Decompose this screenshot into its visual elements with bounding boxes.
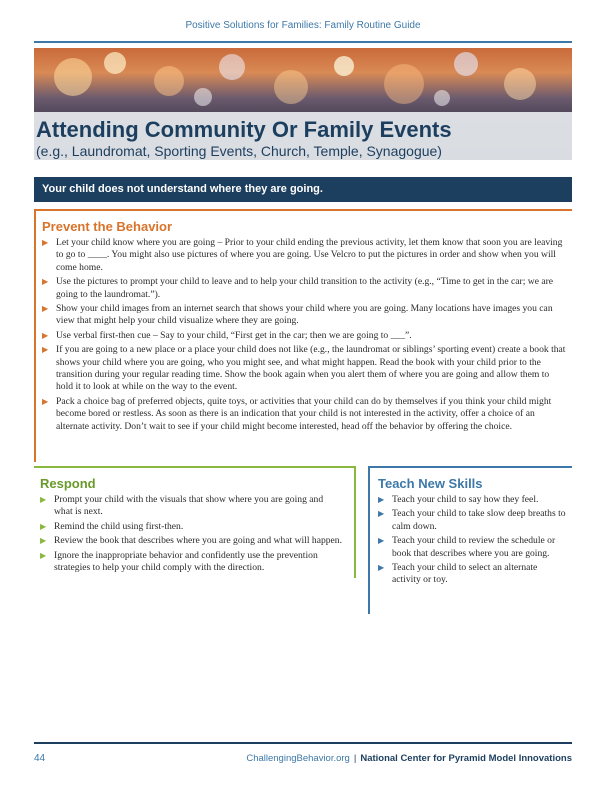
header-divider [34,41,572,43]
list-item [40,521,344,533]
triangle-right-icon: ▶ [42,304,49,314]
list-item [40,550,344,575]
list-item-text: Teach your child to take slow deep breaths to calm down. [392,508,566,532]
respond-heading: Respond [40,476,96,491]
triangle-right-icon: ▶ [378,509,385,519]
triangle-right-icon: ▶ [42,396,49,406]
prevent-section [34,209,572,462]
triangle-right-icon: ▶ [40,550,47,560]
list-item-text: Teach your child to select an alternate activity or toy. [392,562,538,586]
teach-section [368,466,572,614]
list-item [42,344,566,394]
footer-org: National Center for Pyramid Model Innovations [360,753,572,764]
page-title: Attending Community Or Family Events [36,117,452,142]
teach-heading: Teach New Skills [378,476,483,491]
list-item [378,535,568,560]
footer-divider [34,742,572,744]
list-item-text: Ignore the inappropriate behavior and confidently use the prevention strategies to help your child comply with the direction. [54,549,318,574]
list-item-text: Teach your child to review the schedule or book that describes where you are going. [392,535,556,559]
list-item-text: Pack a choice bag of preferred objects, quite toys, or activities that your child can do by themselves if you think your child might become bored or restless. As soon as there is an indication that your child is not interested in the activity, offer a choice of an alternate activity. Don’t wait to see if your child might become interested, head off the behavior by offering the choice. [56,395,552,432]
triangle-right-icon: ▶ [42,345,49,355]
footer-separator: | [353,753,357,764]
footer-credits [246,753,572,764]
triangle-right-icon: ▶ [378,563,385,573]
list-item-text: Let your child know where you are going – Prior to your child ending the previous activity, let them know that soon you are leaving to go to ____. You might also use pictures of where you are going. Use Velcro to put the pictures in order and show when you will come home. [56,237,563,273]
teach-list [370,494,572,587]
list-item-text: Prompt your child with the visuals that show where you are going and what is next. [54,494,324,518]
triangle-right-icon: ▶ [42,330,49,340]
list-item [378,508,568,533]
list-item [42,396,566,433]
situation-banner: Your child does not understand where they are going. [34,177,572,202]
list-item-text: Use verbal first-then cue – Say to your child, “First get in the car; then we are going to ___”. [56,329,412,341]
list-item-text: Show your child images from an internet search that shows your child where you are going. Many locations have images you can view that might help your child visualize where they are going. [56,303,553,327]
triangle-right-icon: ▶ [40,536,47,546]
respond-list [34,494,354,574]
page-subtitle: (e.g., Laundromat, Sporting Events, Church, Temple, Synagogue) [36,143,442,159]
triangle-right-icon: ▶ [42,238,49,247]
list-item [40,535,344,547]
list-item [42,237,566,274]
running-header: Positive Solutions for Families: Family Routine Guide [185,20,421,31]
list-item [42,303,566,328]
list-item-text: Teach your child to say how they feel. [392,494,539,505]
list-item-text: Use the pictures to prompt your child to leave and to help your child transition to the activity (e.g., “Time to get in the car; we are going to the laundromat.”). [56,276,554,300]
prevent-list [36,237,572,433]
list-item [378,562,568,587]
triangle-right-icon: ▶ [378,536,385,546]
triangle-right-icon: ▶ [378,495,385,504]
page-number: 44 [34,753,46,764]
prevent-heading: Prevent the Behavior [42,219,173,234]
list-item [40,494,344,519]
list-item [42,330,566,342]
footer-site-link[interactable]: ChallengingBehavior.org [246,753,350,764]
list-item-text: Remind the child using first-then. [54,520,184,532]
triangle-right-icon: ▶ [40,521,47,531]
triangle-right-icon: ▶ [42,277,49,287]
list-item-text: Review the book that describes where you are going and what will happen. [54,535,342,547]
list-item-text: If you are going to a new place or a place your child does not like (e.g., the laundromat or siblings’ sporting event) create a book that shows your child where you are going, who you might see, and what might happen. Read the book with your child prior to the transition during your regular reading time. Show the book again when you alert them of where you are going and allow them to hold it to look at while on the way to the event. [56,344,566,393]
respond-section [34,466,356,578]
triangle-right-icon: ▶ [40,495,47,504]
list-item [42,276,566,301]
list-item [378,494,568,506]
